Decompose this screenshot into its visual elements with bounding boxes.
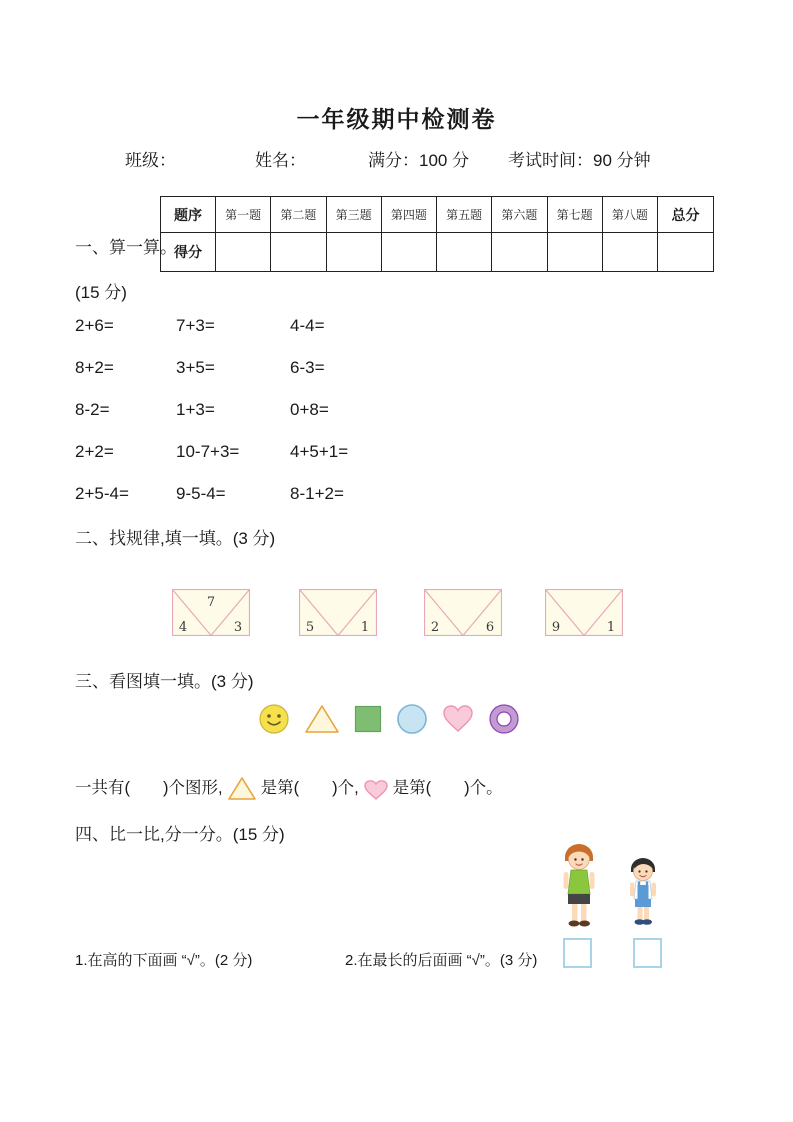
shapes-row xyxy=(258,703,520,735)
score-cell-empty xyxy=(271,233,326,272)
heart-icon xyxy=(442,704,474,734)
heart-icon xyxy=(363,779,389,801)
fill-part2: 是第( )个, xyxy=(260,779,359,797)
math-problem: 3+5= xyxy=(176,358,215,377)
children-illustration xyxy=(549,842,677,937)
score-table-header: 第二题 xyxy=(271,197,326,233)
score-cell-empty xyxy=(326,233,381,272)
full-score-label: 满分：100 分 xyxy=(368,151,470,170)
section4-title: 四、比一比,分一分。(15 分) xyxy=(75,825,285,844)
envelope-left-number: 2 xyxy=(430,620,440,635)
score-table-header: 第五题 xyxy=(437,197,492,233)
fill-in-sentence xyxy=(75,776,503,800)
section1-title: 一、算一算。 xyxy=(75,238,177,257)
envelope-shape xyxy=(172,589,250,636)
math-problem: 2+2= xyxy=(75,442,114,461)
math-problem: 4-4= xyxy=(290,316,325,335)
envelope-left-number: 9 xyxy=(551,620,561,635)
class-label: 班级： xyxy=(125,151,176,170)
answer-box xyxy=(563,938,592,968)
math-problem: 8-2= xyxy=(75,400,110,419)
triangle-icon xyxy=(304,704,340,734)
envelope-right-number: 1 xyxy=(360,620,370,635)
score-cell-empty xyxy=(381,233,436,272)
score-cell-empty xyxy=(547,233,602,272)
score-table-header: 第七题 xyxy=(547,197,602,233)
smiley-icon xyxy=(258,703,290,735)
score-row-label: 得分 xyxy=(161,233,216,272)
score-table xyxy=(160,196,714,272)
score-cell-empty xyxy=(658,233,714,272)
math-problem: 7+3= xyxy=(176,316,215,335)
score-cell-empty xyxy=(437,233,492,272)
envelope-left-number: 5 xyxy=(305,620,315,635)
math-problem: 4+5+1= xyxy=(290,442,349,461)
taller-child-illustration xyxy=(564,844,595,927)
math-problem: 0+8= xyxy=(290,400,329,419)
section3-title: 三、看图填一填。(3 分) xyxy=(75,672,254,691)
score-cell-empty xyxy=(602,233,657,272)
circle-icon xyxy=(396,703,428,735)
envelope-right-number: 1 xyxy=(606,620,616,635)
envelope-left-number: 4 xyxy=(178,620,188,635)
page-title: 一年级期中检测卷 xyxy=(296,106,497,132)
score-cell-empty xyxy=(492,233,547,272)
score-table-header: 第四题 xyxy=(381,197,436,233)
section2-title: 二、找规律,填一填。(3 分) xyxy=(75,529,276,548)
math-problem: 2+6= xyxy=(75,316,114,335)
score-cell-empty xyxy=(216,233,271,272)
math-problem: 6-3= xyxy=(290,358,325,377)
math-problem: 2+5-4= xyxy=(75,484,129,503)
math-problem: 9-5-4= xyxy=(176,484,226,503)
exam-time-label: 考试时间：90 分钟 xyxy=(508,151,651,170)
fill-part3: 是第( )个。 xyxy=(392,779,503,797)
envelope-right-number: 3 xyxy=(233,620,243,635)
shorter-child-illustration xyxy=(630,858,656,925)
envelope-right-number: 6 xyxy=(485,620,495,635)
math-problem: 8+2= xyxy=(75,358,114,377)
score-table-header: 第六题 xyxy=(492,197,547,233)
score-table-header: 第一题 xyxy=(216,197,271,233)
envelope-shape xyxy=(424,589,502,636)
score-table-header: 第八题 xyxy=(602,197,657,233)
section1-points: (15 分) xyxy=(75,283,127,302)
math-problem: 8-1+2= xyxy=(290,484,344,503)
score-table-header: 第三题 xyxy=(326,197,381,233)
answer-box xyxy=(633,938,662,968)
question-1: 1.在高的下面画 “√”。(2 分) xyxy=(75,952,253,969)
square-icon xyxy=(354,705,382,733)
math-problem: 10-7+3= xyxy=(176,442,240,461)
math-problem: 1+3= xyxy=(176,400,215,419)
envelope-shape xyxy=(299,589,377,636)
question-2: 2.在最长的后面画 “√”。(3 分) xyxy=(345,952,538,969)
envelope-shape xyxy=(545,589,623,636)
name-label: 姓名： xyxy=(255,151,306,170)
fill-part1: 一共有( )个图形, xyxy=(75,779,223,797)
ring-icon xyxy=(488,703,520,735)
score-table-header: 题序 xyxy=(161,197,216,233)
envelope-top-number: 7 xyxy=(206,595,216,610)
triangle-icon xyxy=(227,776,257,801)
score-table-header: 总分 xyxy=(658,197,714,233)
